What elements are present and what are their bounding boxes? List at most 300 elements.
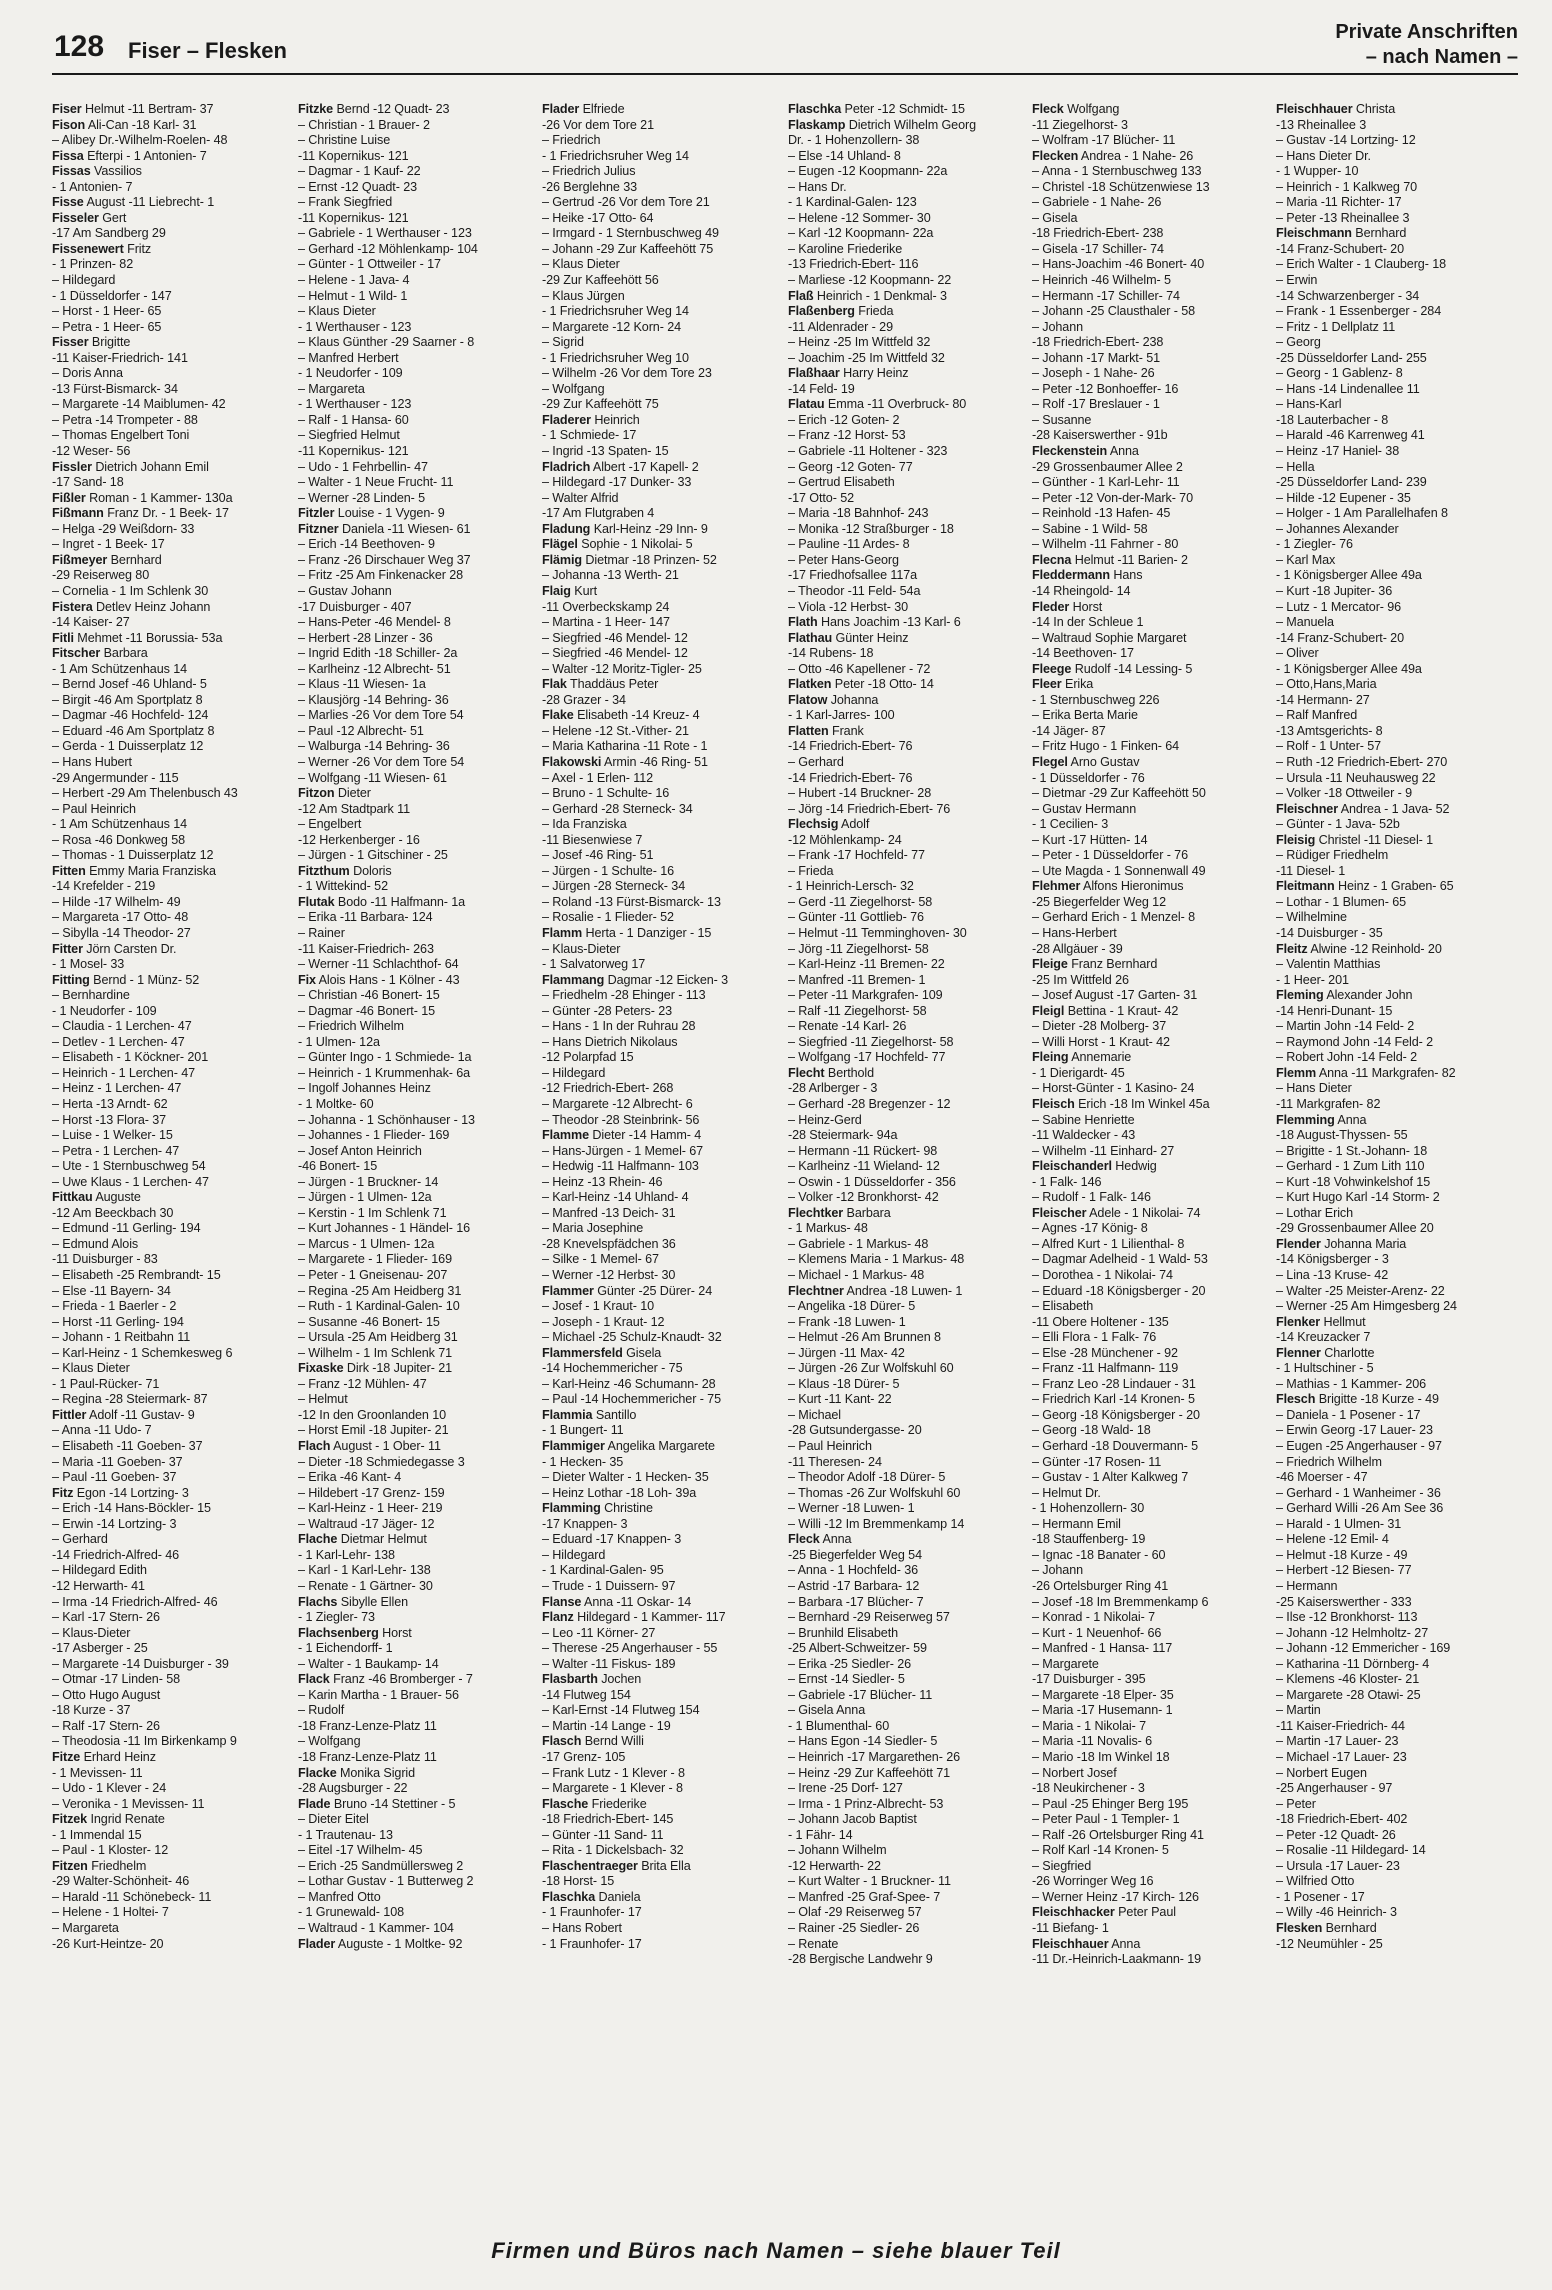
entry-text: – Franz Leo -28 Lindauer - 31 [1032,1376,1196,1391]
entry-text: – Hella [1276,459,1315,474]
directory-entry [52,1455,290,1471]
directory-entry [1032,1346,1270,1362]
directory-entry [1032,988,1270,1004]
directory-entry [542,133,780,149]
entry-surname: Flader [542,102,580,116]
entry-text: – Bernd Josef -46 Uhland- 5 [52,677,207,692]
entry-surname: Flaßhaar [788,366,840,381]
directory-entry [788,1066,1026,1082]
directory-entry [1032,1501,1270,1517]
directory-entry [1032,1315,1270,1331]
directory-entry [1276,1828,1514,1844]
entry-text: - 1 Königsberger Allee 49a [1276,568,1422,583]
entry-text: -14 Kreuzacker 7 [1276,1330,1371,1345]
entry-text: -29 Zur Kaffeehött 75 [542,397,659,412]
entry-text: – Hermann [1276,1578,1338,1593]
entry-text: – Erich -14 Hans-Böckler- 15 [52,1501,211,1516]
directory-entry [52,1501,290,1517]
directory-entry [298,1097,536,1113]
directory-entry [542,786,780,802]
directory-entry [542,739,780,755]
entry-text: – Ignac -18 Banater - 60 [1032,1547,1166,1562]
directory-entry [298,1859,536,1875]
entry-text: - 1 Bungert- 11 [542,1423,624,1438]
entry-surname: Flamm [542,925,583,940]
directory-entry [542,1439,780,1455]
directory-entry [1032,273,1270,289]
entry-text: -12 In den Groonlanden 10 [298,1407,447,1422]
directory-entry [1276,444,1514,460]
directory-entry [52,1486,290,1502]
directory-entry [298,600,536,616]
entry-surname: Flaßenberg [788,304,855,319]
entry-text: Roman - 1 Kammer- 130a [89,490,233,505]
directory-entry [52,600,290,616]
directory-entry [1276,957,1514,973]
entry-text: Emmy Maria Franziska [89,863,216,878]
entry-surname: Flammersfeld [542,1345,623,1360]
entry-text: – Norbert Josef [1032,1765,1117,1780]
directory-entry [298,1206,536,1222]
entry-text: – Ida Franziska [542,817,627,832]
entry-text: -12 Am Stadtpark 11 [298,801,410,816]
directory-entry [542,1144,780,1160]
directory-entry [1032,1595,1270,1611]
directory-entry [542,1423,780,1439]
entry-text: – Helene -12 St.-Vither- 21 [542,723,689,738]
directory-entry [1276,1657,1514,1673]
entry-text: -14 Rubens- 18 [788,646,874,661]
directory-entry [1276,1455,1514,1471]
entry-text: -14 Hochemmericher - 75 [542,1361,683,1376]
entry-surname: Flade [298,1796,331,1811]
entry-text: – Josef Anton Heinrich [298,1143,422,1158]
entry-text: - 1 Schmiede- 17 [542,428,637,443]
entry-text: – Johanna - 1 Schönhauser - 13 [298,1112,475,1127]
directory-entry [1032,1128,1270,1144]
directory-entry [1032,1455,1270,1471]
entry-text: – Wilhelmine [1276,910,1347,925]
directory-entry [298,693,536,709]
entry-surname: Fitzner [298,521,339,536]
entry-text: -28 Augsburger - 22 [298,1781,408,1796]
entry-text: – Lutz - 1 Mercator- 96 [1276,599,1402,614]
entry-text: – Ralf -17 Stern- 26 [52,1718,160,1733]
directory-entry [1032,1019,1270,1035]
directory-entry [52,739,290,755]
directory-entry [52,428,290,444]
directory-entry [298,1703,536,1719]
directory-entry [788,1315,1026,1331]
entry-surname: Fisseler [52,210,99,225]
entry-text: – Barbara -17 Blücher- 7 [788,1594,924,1609]
directory-entry [298,1905,536,1921]
directory-entry [298,1548,536,1564]
directory-entry [1032,615,1270,631]
entry-text: – Karoline Friederike [788,241,903,256]
directory-entry [298,1361,536,1377]
directory-entry [1276,1252,1514,1268]
directory-entry [1032,428,1270,444]
entry-surname: Fleitz [1276,941,1308,956]
entry-text: – Ruth - 1 Kardinal-Galen- 10 [298,1299,460,1314]
directory-entry [1032,164,1270,180]
entry-text: – Ursula -17 Lauer- 23 [1276,1858,1400,1873]
entry-text: Charlotte [1324,1345,1375,1360]
entry-text: – Rudolf - 1 Falk- 146 [1032,1190,1151,1205]
entry-text: -26 Worringer Weg 16 [1032,1874,1154,1889]
entry-text: – Petra -14 Trompeter - 88 [52,412,198,427]
entry-text: – Peter - 1 Gneisenau- 207 [298,1268,448,1283]
directory-entry [1276,848,1514,864]
entry-text: -14 Franz-Schubert- 20 [1276,241,1404,256]
directory-entry [542,1859,780,1875]
directory-entry [788,942,1026,958]
directory-entry [1032,1719,1270,1735]
entry-text: – Volker -18 Ottweiler - 9 [1276,786,1412,801]
entry-surname: Flamme [542,1128,589,1143]
entry-text: - 1 Wupper- 10 [1276,164,1359,179]
entry-text: – Maria -11 Richter- 17 [1276,195,1402,210]
entry-text: – Gerhard [52,1532,108,1547]
directory-entry [52,320,290,336]
entry-text: – Jürgen - 1 Schulte- 16 [542,863,675,878]
directory-entry [542,1921,780,1937]
directory-entry [1032,320,1270,336]
entry-text: – Rosa -46 Donkweg 58 [52,832,186,847]
entry-text: – Klemens Maria - 1 Markus- 48 [788,1252,965,1267]
entry-text: -14 Schwarzenberger - 34 [1276,288,1420,303]
entry-text: -18 Franz-Lenze-Platz 11 [298,1718,437,1733]
directory-entry [52,817,290,833]
entry-text: -14 Friedrich-Ebert- 76 [788,770,913,785]
directory-entry [1276,1392,1514,1408]
directory-entry [1032,475,1270,491]
entry-text: – Oswin - 1 Düsseldorfer - 356 [788,1174,956,1189]
directory-entry [1276,1221,1514,1237]
entry-text: – Wolfgang -11 Wiesen- 61 [298,770,447,785]
directory-entry [542,817,780,833]
directory-entry [542,1905,780,1921]
directory-entry [52,1190,290,1206]
entry-text: – Herta -13 Arndt- 62 [52,1097,168,1111]
directory-entry [52,1579,290,1595]
entry-text: – Maria Josephine [542,1221,644,1236]
entry-text: – Hans-Karl [1276,397,1342,412]
directory-entry [52,848,290,864]
directory-entry [1032,180,1270,196]
entry-text: Dietmar Helmut [340,1532,427,1547]
entry-surname: Fitze [52,1749,81,1764]
entry-text: – Anna - 1 Sternbuschweg 133 [1032,164,1202,179]
directory-entry [788,848,1026,864]
directory-entry [1032,1392,1270,1408]
entry-surname: Fitzke [298,102,334,116]
directory-entry [788,1486,1026,1502]
entry-text: Elisabeth -14 Kreuz- 4 [577,708,700,723]
entry-text: – Margarete -12 Albrecht- 6 [542,1097,693,1111]
entry-surname: Fleck [788,1532,820,1547]
entry-text: – Ingret - 1 Beek- 17 [52,537,165,552]
entry-text: – Johannes - 1 Flieder- 169 [298,1128,450,1143]
directory-entry [542,1128,780,1144]
directory-entry [1276,428,1514,444]
directory-entry [542,460,780,476]
entry-text: – Walter - 1 Baukamp- 14 [298,1656,439,1671]
entry-text: Anna [1111,1936,1141,1951]
entry-text: -11 Ziegelhorst- 3 [1032,117,1128,132]
entry-text: -17 Asberger - 25 [52,1641,148,1656]
entry-text: – Brigitte - 1 St.-Johann- 18 [1276,1143,1428,1158]
directory-entry [298,413,536,429]
entry-text: Bernhard [110,552,162,567]
directory-entry [1276,1486,1514,1502]
directory-entry [788,1144,1026,1160]
directory-entry [1276,1159,1514,1175]
directory-entry [1276,1299,1514,1315]
directory-entry [1276,289,1514,305]
entry-text: - 1 Fraunhofer- 17 [542,1905,642,1920]
entry-text: – Mathias - 1 Kammer- 206 [1276,1376,1427,1391]
entry-text: -14 In der Schleue 1 [1032,615,1144,630]
directory-entry [542,1501,780,1517]
entry-surname: Fleitmann [1276,879,1335,894]
directory-entry [542,1719,780,1735]
entry-text: – Otto Hugo August [52,1687,161,1702]
entry-surname: Fitscher [52,646,101,661]
directory-entry [1032,1734,1270,1750]
entry-text: – Martin [1276,1703,1321,1718]
directory-entry [1032,926,1270,942]
entry-text: – Eitel -17 Wilhelm- 45 [298,1843,423,1858]
entry-text: – Hermann Emil [1032,1516,1121,1531]
entry-text: – Johann -25 Clausthaler - 58 [1032,304,1196,319]
directory-entry [542,1688,780,1704]
entry-text: – Kurt -18 Vohwinkelshof 15 [1276,1174,1431,1189]
directory-entry [1276,506,1514,522]
directory-entry [1032,1766,1270,1782]
directory-entry [542,475,780,491]
entry-text: – Hans - 1 In der Ruhrau 28 [542,1019,696,1034]
directory-entry [52,1408,290,1424]
entry-text: -25 Düsseldorfer Land- 255 [1276,350,1427,365]
entry-text: Ali-Can -18 Karl- 31 [87,117,197,132]
directory-entry [1032,600,1270,616]
entry-text: Dietmar -18 Prinzen- 52 [585,552,717,567]
entry-text: – Erich -14 Beethoven- 9 [298,537,435,552]
directory-entry [52,1548,290,1564]
directory-entry [788,1501,1026,1517]
entry-text: – Irma -14 Friedrich-Alfred- 46 [52,1594,218,1609]
directory-entry [542,537,780,553]
entry-text: -18 Friedrich-Ebert- 145 [542,1812,674,1827]
entry-text: – Otto -46 Kapellener - 72 [788,661,931,676]
entry-text: – Jürgen -11 Max- 42 [788,1345,905,1360]
entry-text: – Marliese -12 Koopmann- 22 [788,273,952,288]
directory-entry [52,1828,290,1844]
entry-text: -11 Biefang- 1 [1032,1920,1109,1935]
directory-entry [52,1703,290,1719]
directory-entry [1276,879,1514,895]
entry-text: - 1 Werthauser - 123 [298,397,412,412]
directory-column-1 [52,102,290,2232]
entry-text: – Rainer -25 Siedler- 26 [788,1920,920,1935]
entry-text: Daniela -11 Wiesen- 61 [342,521,471,536]
entry-text: – Petra - 1 Heer- 65 [52,319,162,334]
entry-text: – Hans-Joachim -46 Bonert- 40 [1032,257,1205,272]
entry-text: – Ute Magda - 1 Sonnenwall 49 [1032,863,1206,878]
directory-entry [542,1610,780,1626]
directory-entry [52,771,290,787]
entry-text: - 1 Ziegler- 73 [298,1610,375,1625]
entry-text: -29 Grossenbaumer Allee 20 [1276,1221,1434,1236]
entry-text: – Kurt Walter - 1 Bruckner- 11 [788,1874,951,1889]
entry-text: – Maria -11 Novalis- 6 [1032,1734,1153,1749]
entry-text: – Rolf Karl -14 Kronen- 5 [1032,1843,1169,1858]
entry-surname: Flegel [1032,754,1068,769]
directory-entry [298,320,536,336]
entry-text: – Erika -11 Barbara- 124 [298,910,433,925]
entry-text: – Ute - 1 Sternbuschweg 54 [52,1159,206,1174]
entry-text: – Kerstin - 1 Im Schlenk 71 [298,1205,447,1220]
directory-entry [542,1455,780,1471]
directory-entry [542,1626,780,1642]
entry-text: – Theodosia -11 Im Birkenkamp 9 [52,1734,237,1749]
directory-entry [298,755,536,771]
directory-entry [52,444,290,460]
entry-text: – Joachim -25 Im Wittfeld 32 [788,350,945,365]
directory-entry [542,1206,780,1222]
entry-text: – Gabriele - 1 Markus- 48 [788,1236,929,1251]
directory-entry [542,553,780,569]
entry-text: – Heinz -29 Zur Kaffeehött 71 [788,1765,951,1780]
entry-surname: Fix [298,972,316,987]
entry-text: -17 Grenz- 105 [542,1749,626,1764]
entry-text: – Siegfried -11 Ziegelhorst- 58 [788,1034,954,1049]
entry-text: – Theodor -11 Feld- 54a [788,583,921,598]
entry-text: – Lothar Erich [1276,1205,1354,1220]
directory-entry [52,957,290,973]
directory-entry [52,973,290,989]
directory-entry [788,1004,1026,1020]
directory-entry [1276,1128,1514,1144]
entry-text: – Hildegard [52,273,116,288]
directory-entry [1032,1937,1270,1953]
entry-text: – Regina -25 Am Heidberg 31 [298,1283,462,1298]
entry-text: – Johann -17 Markt- 51 [1032,350,1161,365]
entry-text: – Dieter -28 Molberg- 37 [1032,1019,1167,1034]
directory-entry [298,475,536,491]
entry-surname: Fitzek [52,1812,88,1827]
entry-text: -25 Düsseldorfer Land- 239 [1276,475,1427,490]
directory-entry [52,910,290,926]
entry-text: – Helmut Dr. [1032,1485,1101,1500]
entry-text: Ingrid Renate [90,1812,165,1827]
entry-text: – Hilde -17 Wilhelm- 49 [52,894,181,909]
entry-text: Herta - 1 Danziger - 15 [585,925,712,940]
directory-entry [298,1563,536,1579]
entry-text: -12 Herkenberger - 16 [298,832,420,847]
directory-entry [542,1175,780,1191]
entry-text: -14 Kaiser- 27 [52,615,130,630]
entry-text: -25 Biegerfelder Weg 12 [1032,894,1166,909]
directory-entry [542,1486,780,1502]
directory-entry [298,522,536,538]
entry-text: – Renate -14 Karl- 26 [788,1019,907,1034]
entry-text: – Norbert Eugen [1276,1765,1367,1780]
entry-text: – Gustav - 1 Alter Kalkweg 7 [1032,1470,1189,1485]
entry-text: – Margareta [52,1920,119,1935]
entry-text: Christine [604,1501,653,1516]
entry-surname: Fleddermann [1032,568,1110,583]
entry-text: Alexander John [1326,988,1413,1003]
entry-text: – Hans-Jürgen - 1 Memel- 67 [542,1143,704,1158]
entry-text: – Paul -25 Ehinger Berg 195 [1032,1796,1189,1811]
entry-text: – Wilfried Otto [1276,1874,1355,1889]
directory-entry [1276,335,1514,351]
entry-text: – Horst Emil -18 Jupiter- 21 [298,1423,449,1438]
directory-entry [52,1843,290,1859]
entry-text: – Margarete -28 Otawi- 25 [1276,1687,1421,1702]
entry-text: – Lothar Gustav - 1 Butterweg 2 [298,1874,474,1889]
entry-surname: Fistera [52,599,93,614]
directory-entry [1276,786,1514,802]
entry-text: – Klaus Günther -29 Saarner - 8 [298,335,475,350]
entry-text: – Thomas -26 Zur Wolfskuhl 60 [788,1485,961,1500]
entry-surname: Flehmer [1032,879,1081,894]
directory-entry [1032,1081,1270,1097]
entry-text: -14 Königsberger - 3 [1276,1252,1389,1267]
entry-surname: Flaschentraeger [542,1858,638,1873]
directory-entry [1032,662,1270,678]
entry-text: – Fritz -25 Am Finkenacker 28 [298,568,464,583]
directory-entry [1276,226,1514,242]
entry-text: – Werner -26 Vor dem Tore 54 [298,754,465,769]
directory-entry [52,1252,290,1268]
directory-entry [542,833,780,849]
entry-text: – Willi Horst - 1 Kraut- 42 [1032,1034,1170,1049]
entry-surname: Fladung [542,521,591,536]
entry-text: -25 Angerhauser - 97 [1276,1781,1393,1796]
entry-text: - 1 Königsberger Allee 49a [1276,661,1422,676]
directory-entry [52,1532,290,1548]
entry-text: – Jörg -14 Friedrich-Ebert- 76 [788,801,951,816]
directory-entry [542,1874,780,1890]
directory-entry [298,102,536,118]
directory-entry [788,211,1026,227]
entry-text: -18 Friedrich-Ebert- 238 [1032,335,1164,350]
entry-text: Dr. - 1 Hohenzollern- 38 [788,133,920,148]
directory-entry [298,226,536,242]
directory-entry [788,1081,1026,1097]
directory-entry [298,164,536,180]
entry-text: – Frank Lutz - 1 Klever - 8 [542,1765,685,1780]
entry-text: - 1 Werthauser - 123 [298,319,412,334]
entry-text: – Friedrich Wilhelm [1276,1454,1382,1469]
directory-entry [52,1657,290,1673]
entry-surname: Fladrich [542,459,591,474]
entry-text: – Margarete -18 Elper- 35 [1032,1687,1174,1702]
directory-entry [542,1330,780,1346]
directory-entry [788,568,1026,584]
directory-entry [52,118,290,134]
entry-text: -17 Sand- 18 [52,475,124,490]
directory-entry [542,444,780,460]
directory-entry [1032,118,1270,134]
directory-entry [788,1688,1026,1704]
entry-text: Bernhard [1355,226,1407,241]
directory-entry [52,1937,290,1953]
